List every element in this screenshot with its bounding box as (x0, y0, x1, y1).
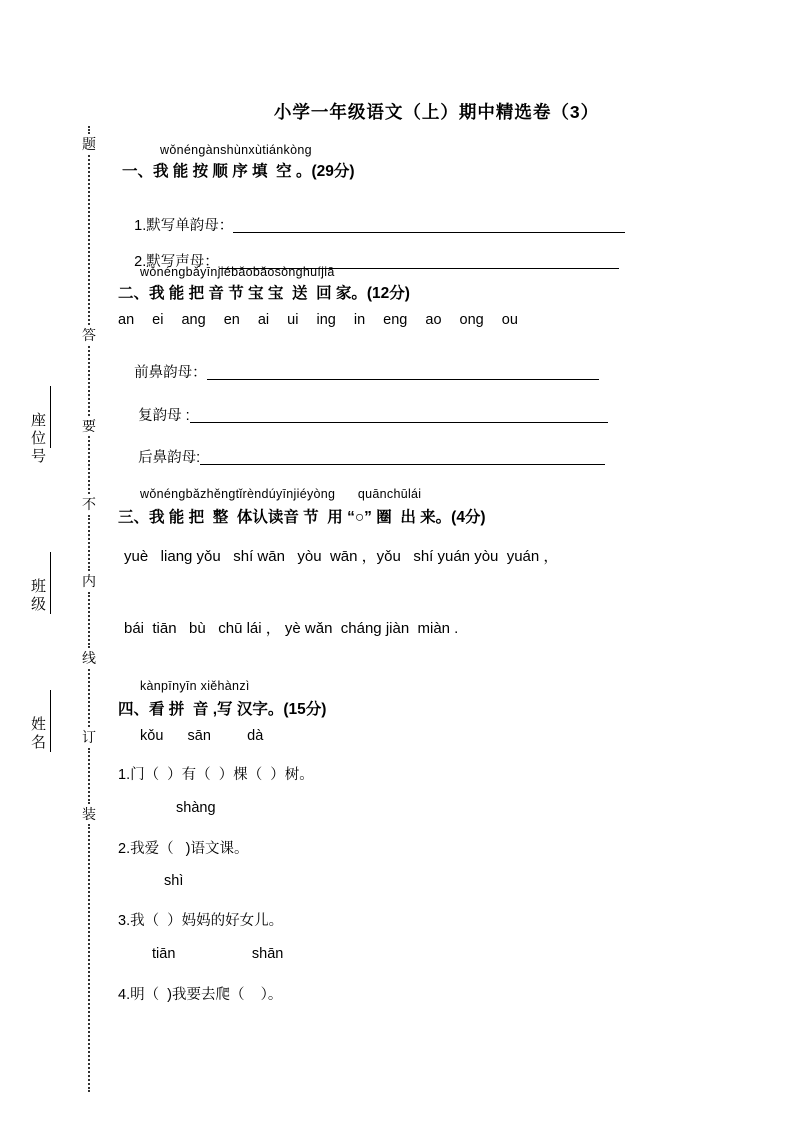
answer-blank (200, 450, 605, 465)
name-label: 姓名 (29, 716, 46, 752)
section3-pinyin: wǒnéngbǎzhěngtǐrèndúyīnjiéyòng quānchūlái (140, 487, 422, 501)
section3-line1: yuè liang yǒu shí wān yòu wān ，yǒu shí yuán yòu yuán ， (124, 548, 559, 565)
binding-char: 要 (82, 417, 96, 434)
dotted-segment (88, 592, 90, 648)
section3-line2: bái tiān bù chū lái ， yè wǎn cháng jiàn miàn . (124, 620, 459, 637)
section2-syllables: an ei ang en ai ui ing in eng ao ong ou (118, 312, 518, 328)
dotted-segment (88, 155, 90, 325)
dotted-segment (88, 436, 90, 494)
question1-pinyin-hint: kǒu sān dà (140, 728, 264, 744)
class-field (30, 578, 51, 614)
section4-heading: 四、看 拼 音 ,写 汉字。(15分) (118, 701, 327, 718)
binding-char: 答 (82, 326, 96, 343)
seat-number-blank (50, 386, 51, 448)
question1-text: 1.门（ ）有（ ）棵（ ）树。 (118, 767, 314, 783)
question4-text: 4.明（ )我要去爬（ ）。 (118, 987, 283, 1003)
section2-heading: 二、我 能 把 音 节 宝 宝 送 回 家。(12分) (118, 285, 410, 302)
dotted-segment (88, 126, 90, 134)
dotted-segment (88, 669, 90, 727)
name-blank (50, 690, 51, 752)
question3-pinyin-hint: shì (164, 873, 184, 889)
back-nasal-label: 后鼻韵母: (138, 450, 201, 466)
name-field (30, 716, 51, 752)
dotted-segment (88, 748, 90, 804)
section2-pinyin: wǒnéngbǎyīnjiébǎobǎosònghuíjiā (140, 265, 335, 279)
compound-vowel-label: 复韵母 : (138, 408, 190, 424)
page-title: 小学一年级语文（上）期中精选卷（3） (273, 102, 600, 122)
seat-number-label: 座位号 (29, 412, 46, 466)
answer-blank (233, 218, 625, 233)
question2-pinyin-hint: shàng (176, 800, 216, 816)
section3-heading: 三、我 能 把 整 体认读音 节 用 “○” 圈 出 来。(4分) (118, 509, 486, 526)
section1-heading: 一、我 能 按 顺 序 填 空 。(29分) (122, 163, 355, 180)
class-blank (50, 552, 51, 614)
dotted-segment (88, 515, 90, 571)
dotted-segment (88, 346, 90, 416)
question2-text: 2.我爱（ )语文课。 (118, 841, 249, 857)
class-label: 班级 (29, 578, 46, 614)
front-nasal-label: 前鼻韵母： (134, 365, 207, 381)
section4-pinyin: kànpīnyīn xiěhànzì (140, 679, 250, 693)
section1-pinyin: wǒnéngànshùnxùtiánkòng (160, 143, 312, 157)
binding-char: 不 (82, 496, 96, 513)
section2-back-nasal (122, 430, 605, 483)
binding-char: 装 (82, 805, 96, 822)
seat-number-field (30, 412, 51, 466)
question3-text: 3.我（ ）妈妈的好女儿。 (118, 913, 284, 929)
binding-char: 内 (82, 573, 96, 590)
section1-item1-label: 1.默写单韵母： (134, 218, 234, 234)
section1-item2-label: 2.默写声母： (134, 254, 219, 270)
answer-blank (207, 365, 599, 380)
question4-pinyin-hint: tiān shān (152, 946, 284, 962)
dotted-segment (88, 824, 90, 1092)
binding-char: 订 (82, 728, 96, 745)
binding-char: 线 (82, 649, 96, 666)
answer-blank (190, 408, 608, 423)
section1-item2 (118, 234, 619, 287)
binding-char: 题 (82, 136, 96, 152)
binding-line (80, 126, 98, 1092)
